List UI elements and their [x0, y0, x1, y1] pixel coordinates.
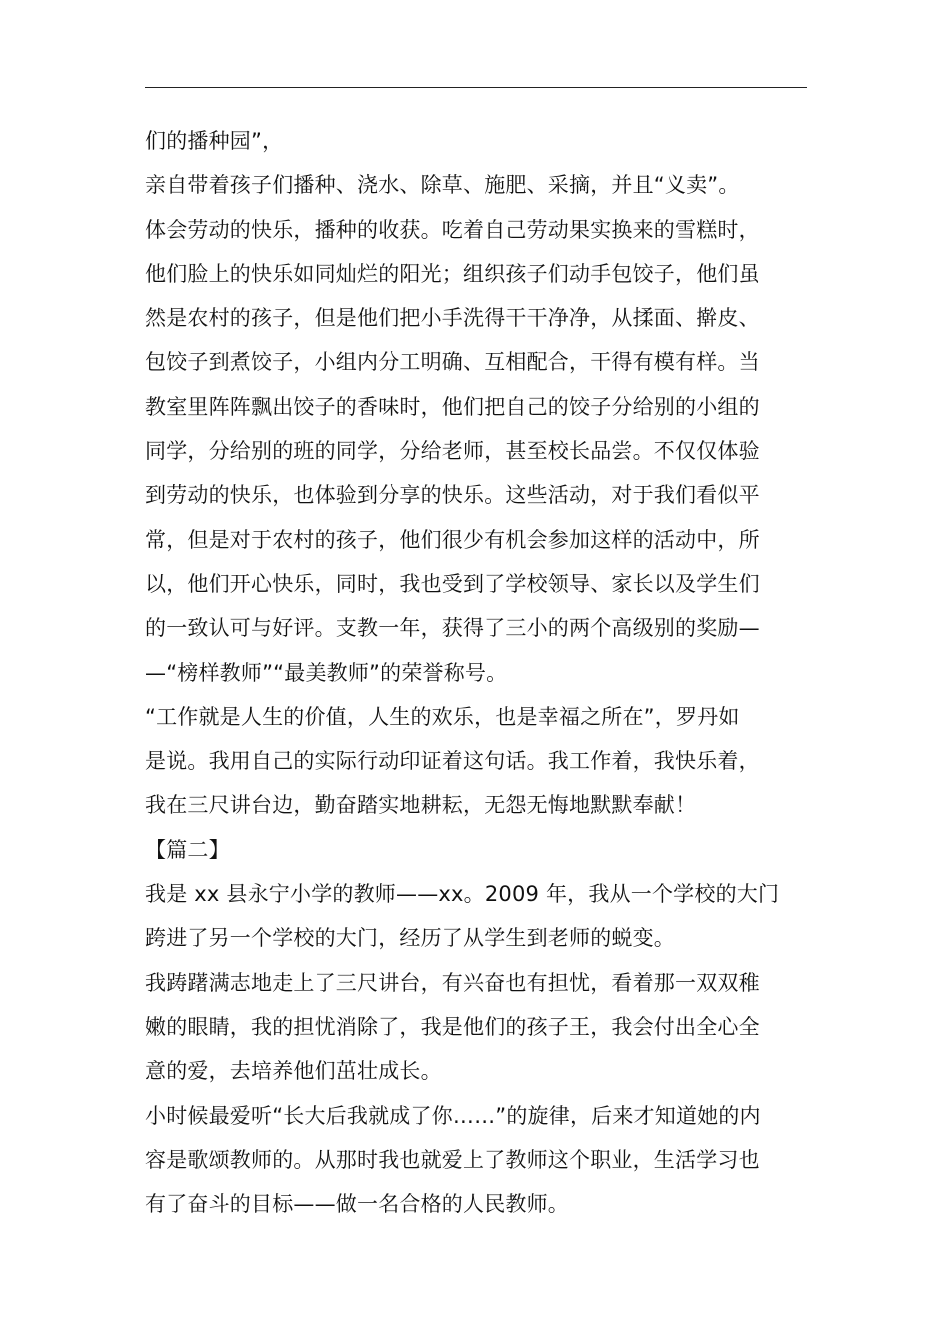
text-line: 小时候最爱听“长大后我就成了你……”的旋律，后来才知道她的内 [145, 1103, 761, 1128]
text-line: 然是农村的孩子，但是他们把小手洗得干干净净，从揉面、擀皮、 [145, 306, 760, 331]
body-text [145, 119, 807, 1226]
text-line: 包饺子到煮饺子，小组内分工明确、互相配合，干得有模有样。当 [145, 350, 760, 375]
text-line: 的一致认可与好评。支教一年，获得了三小的两个高级别的奖励— [145, 616, 760, 641]
text-line: “工作就是人生的价值，人生的欢乐，也是幸福之所在”，罗丹如 [145, 704, 740, 729]
text-line: 以，他们开心快乐，同时，我也受到了学校领导、家长以及学生们 [145, 571, 760, 596]
text-line: 跨进了另一个学校的大门，经历了从学生到老师的蜕变。 [145, 926, 675, 951]
section-heading: 【篇二】 [145, 837, 230, 862]
text-line: 容是歌颂教师的。从那时我也就爱上了教师这个职业，生活学习也 [145, 1147, 760, 1172]
text-line: 是说。我用自己的实际行动印证着这句话。我工作着，我快乐着， [145, 749, 760, 774]
text-line: 他们脸上的快乐如同灿烂的阳光；组织孩子们动手包饺子，他们虽 [145, 261, 760, 286]
text-line: 到劳动的快乐，也体验到分享的快乐。这些活动，对于我们看似平 [145, 483, 760, 508]
text-line: 体会劳动的快乐，播种的收获。吃着自己劳动果实换来的雪糕时， [145, 217, 760, 242]
text-line: 同学，分给别的班的同学，分给老师，甚至校长品尝。不仅仅体验 [145, 439, 760, 464]
text-line: 嫩的眼睛，我的担忧消除了，我是他们的孩子王，我会付出全心全 [145, 1014, 760, 1039]
text-line: —“榜样教师”“最美教师”的荣誉称号。 [145, 660, 508, 685]
text-line: 们的播种园”， [145, 129, 284, 153]
text-line: 常，但是对于农村的孩子，他们很少有机会参加这样的活动中，所 [145, 527, 760, 552]
text-line: 亲自带着孩子们播种、浇水、除草、施肥、采摘，并且“义卖”。 [145, 173, 740, 198]
header-divider [145, 87, 807, 88]
text-line: 我是 xx 县永宁小学的教师——xx。2009 年，我从一个学校的大门 [145, 882, 780, 907]
text-line: 我踌躇满志地走上了三尺讲台，有兴奋也有担忧，看着那一双双稚 [145, 970, 760, 995]
text-line: 有了奋斗的目标——做一名合格的人民教师。 [145, 1192, 569, 1217]
text-line: 教室里阵阵飘出饺子的香味时，他们把自己的饺子分给别的小组的 [145, 394, 760, 419]
text-line: 意的爱，去培养他们茁壮成长。 [145, 1059, 442, 1084]
text-line: 我在三尺讲台边，勤奋踏实地耕耘，无怨无悔地默默奉献！ [145, 793, 697, 818]
